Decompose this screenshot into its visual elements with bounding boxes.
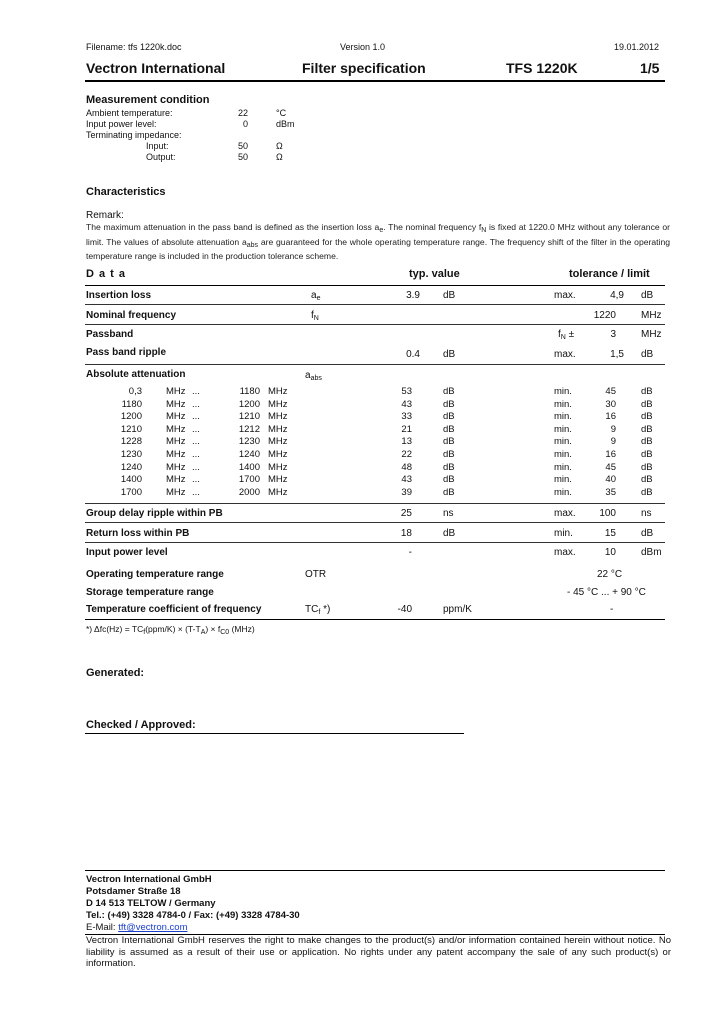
- attenuation-f1: 1700: [120, 486, 142, 498]
- attenuation-f2: 1200: [238, 398, 260, 410]
- remark-sub-n: N: [481, 227, 487, 234]
- row-divider: [85, 542, 665, 543]
- fn-b: f: [143, 629, 146, 636]
- meas-unit-input: Ω: [276, 141, 283, 151]
- checked-label: Checked / Approved:: [86, 719, 196, 731]
- attenuation-lu: dB: [641, 474, 653, 486]
- attenuation-dots: ...: [192, 386, 200, 397]
- row-divider: [85, 522, 665, 523]
- lim-passband: 3: [610, 329, 616, 340]
- attenuation-dots: ...: [192, 449, 200, 460]
- version: Version 1.0: [340, 42, 386, 52]
- attenuation-u2: MHz: [268, 386, 288, 397]
- attenuation-typ: 33: [401, 411, 412, 423]
- sym-sub-abs: abs: [310, 375, 322, 382]
- date: 19.01.2012: [614, 42, 660, 52]
- sym-sub-f: f: [318, 609, 321, 616]
- meas-label-ambient: Ambient temperature:: [86, 108, 173, 118]
- attenuation-lu: dB: [641, 461, 653, 473]
- attenuation-u1: MHz: [166, 411, 186, 423]
- attenuation-kind: min.: [554, 386, 572, 397]
- attenuation-lu: dB: [641, 423, 653, 435]
- unit-temp-coefficient: ppm/K: [443, 604, 472, 615]
- footer-city: D 14 513 TELTOW / Germany: [86, 898, 216, 909]
- col-header-data: D a t a: [86, 268, 127, 280]
- remark-text-1: The maximum attenuation in the pass band is defined as the insertion loss a: [86, 222, 380, 232]
- attenuation-u1: MHz: [166, 398, 186, 410]
- attenuation-f2: 2000: [238, 486, 260, 498]
- meas-label-output: Output:: [146, 152, 176, 162]
- table-bottom-divider: [85, 619, 665, 620]
- remark-sub-e: e: [379, 227, 384, 234]
- attenuation-lim: 16: [605, 411, 616, 423]
- sym-sub-e: e: [316, 295, 321, 302]
- attenuation-f2: 1180: [239, 386, 260, 397]
- label-storage-temp: Storage temperature range: [86, 587, 214, 598]
- limkind-return-loss: min.: [554, 528, 573, 539]
- label-input-power: Input power level: [86, 547, 168, 558]
- attenuation-unit: dB: [443, 411, 455, 423]
- attenuation-f1: 1180: [121, 398, 142, 410]
- attenuation-lim: 9: [610, 436, 616, 448]
- limunit-group-delay: ns: [641, 508, 652, 519]
- attenuation-lu: dB: [641, 398, 653, 410]
- sym-sub-n: N: [560, 334, 566, 341]
- attenuation-u1: MHz: [166, 449, 186, 460]
- typ-ripple: 0.4: [406, 349, 420, 360]
- limunit-return-loss: dB: [641, 528, 654, 539]
- attenuation-lu: dB: [641, 411, 653, 423]
- characteristics-title: Characteristics: [86, 186, 166, 198]
- limunit-insertion-loss: dB: [641, 290, 654, 301]
- attenuation-typ: 22: [401, 449, 412, 460]
- attenuation-u2: MHz: [268, 449, 288, 460]
- remark-sub-abs: abs: [246, 241, 259, 249]
- fn-c: (ppm/K) × (T-T: [145, 624, 201, 634]
- attenuation-lim: 45: [605, 461, 616, 473]
- footnote-marker: *): [323, 604, 331, 615]
- remark-text-3: is fixed at 1220.0 MHz without any tolerance or limit.: [86, 222, 670, 247]
- attenuation-unit: dB: [443, 449, 455, 460]
- attenuation-lim: 30: [605, 398, 616, 410]
- attenuation-typ: 48: [401, 461, 412, 473]
- label-passband: Passband: [86, 329, 134, 340]
- attenuation-lu: dB: [641, 486, 653, 498]
- attenuation-unit: dB: [443, 398, 455, 410]
- attenuation-f2: 1212: [238, 423, 260, 435]
- attenuation-lim: 35: [605, 486, 616, 498]
- attenuation-lim: 9: [610, 423, 616, 435]
- attenuation-f1: 1230: [120, 449, 142, 460]
- unit-return-loss: dB: [443, 528, 456, 539]
- attenuation-kind: min.: [554, 436, 572, 448]
- fn-g: (MHz): [229, 624, 255, 634]
- sym-nominal-frequency: [311, 310, 319, 322]
- sym-tc: TC: [305, 604, 319, 615]
- attenuation-typ: 39: [401, 486, 412, 498]
- typ-group-delay: 25: [400, 508, 412, 519]
- attenuation-u1: MHz: [166, 436, 186, 448]
- remark-text-2: . The nominal frequency f: [383, 222, 482, 232]
- unit-ripple: dB: [443, 349, 456, 360]
- footer-phone: Tel.: (+49) 3328 4784-0 / Fax: (+49) 3328 4784-30: [86, 910, 300, 921]
- meas-value-output: 50: [237, 152, 248, 162]
- row-divider: [85, 304, 665, 305]
- attenuation-unit: dB: [443, 423, 455, 435]
- attenuation-u2: MHz: [268, 398, 288, 410]
- attenuation-u1: MHz: [166, 386, 186, 397]
- remark-label: Remark:: [86, 210, 124, 221]
- meas-label-input: Input:: [146, 141, 169, 151]
- meas-unit-output: Ω: [276, 152, 283, 162]
- typ-input-power: -: [408, 547, 412, 558]
- label-ripple: Pass band ripple: [86, 347, 167, 358]
- footnote: [86, 624, 255, 636]
- lim-temp-coefficient: -: [610, 604, 614, 615]
- label-temp-coefficient: Temperature coefficient of frequency: [86, 604, 262, 615]
- sym-operating-temp: OTR: [305, 569, 327, 580]
- remark-text: [86, 222, 670, 262]
- attenuation-u1: MHz: [166, 423, 186, 435]
- limkind-ripple: max.: [554, 349, 576, 360]
- col-header-typ: typ. value: [409, 268, 460, 280]
- attenuation-unit: dB: [443, 461, 455, 473]
- label-group-delay: Group delay ripple within PB: [86, 508, 223, 519]
- plus-minus: ±: [568, 329, 575, 340]
- attenuation-f1: 1240: [120, 461, 142, 473]
- sym-absolute-attenuation: [305, 370, 322, 382]
- attenuation-u2: MHz: [268, 423, 288, 435]
- filename: Filename: tfs 1220k.doc: [86, 42, 182, 52]
- attenuation-f2: 1700: [238, 474, 260, 486]
- attenuation-lu: dB: [641, 386, 653, 397]
- typ-return-loss: 18: [400, 528, 412, 539]
- attenuation-kind: min.: [554, 423, 572, 435]
- attenuation-lim: 16: [605, 449, 616, 460]
- attenuation-typ: 53: [401, 386, 412, 397]
- attenuation-dots: ...: [192, 398, 200, 410]
- meas-value-ambient: 22: [237, 108, 248, 118]
- lim-return-loss: 15: [604, 528, 616, 539]
- footer-company: Vectron International GmbH: [86, 874, 212, 885]
- unit-insertion-loss: dB: [443, 290, 456, 301]
- meas-value-power: 0: [242, 119, 248, 129]
- typ-temp-coefficient: -40: [397, 604, 412, 615]
- attenuation-lu: dB: [641, 436, 653, 448]
- attenuation-lim: 45: [605, 386, 616, 397]
- lim-ripple: 1,5: [610, 349, 624, 360]
- attenuation-dots: ...: [192, 486, 200, 498]
- col-header-tolerance: tolerance / limit: [569, 268, 650, 280]
- lim-nominal-frequency: 1220: [593, 310, 616, 321]
- company-name: Vectron International: [86, 60, 226, 76]
- attenuation-unit: dB: [443, 474, 455, 486]
- attenuation-unit: dB: [443, 386, 455, 397]
- limunit-input-power: dBm: [641, 547, 662, 558]
- attenuation-dots: ...: [192, 461, 200, 473]
- row-divider: [85, 324, 665, 325]
- limkind-insertion-loss: max.: [554, 290, 576, 301]
- attenuation-dots: ...: [192, 474, 200, 486]
- meas-label-power: Input power level:: [86, 119, 157, 129]
- lim-input-power: 10: [604, 547, 616, 558]
- row-divider: [85, 503, 665, 504]
- attenuation-f1: 1400: [120, 474, 142, 486]
- remark-text-5: are guaranteed for the whole operating temperature range. The frequency shift of the filter in the operating temperature range is included in the production tolerance scheme.: [86, 236, 670, 261]
- email-label: E-Mail:: [86, 922, 119, 933]
- attenuation-kind: min.: [554, 461, 572, 473]
- label-return-loss: Return loss within PB: [86, 528, 190, 539]
- header-divider: [85, 80, 665, 82]
- attenuation-kind: min.: [554, 411, 572, 423]
- part-number: TFS 1220K: [506, 60, 578, 76]
- attenuation-u2: MHz: [268, 461, 288, 473]
- footer-email: [86, 922, 188, 933]
- measurement-title: Measurement condition: [86, 94, 210, 106]
- meas-label-impedance: Terminating impedance:: [86, 130, 182, 140]
- attenuation-dots: ...: [192, 423, 200, 435]
- generated-label: Generated:: [86, 667, 145, 679]
- attenuation-dots: ...: [192, 436, 200, 448]
- footer-disclaimer: Vectron International GmbH reserves the right to make changes to the product(s) and/or information contained herein without notice. No liability is assumed as a result of their use or application. No rights under any patent accompany the sale of any such product(s) or information.: [86, 935, 671, 969]
- attenuation-u1: MHz: [166, 461, 186, 473]
- row-divider: [85, 364, 665, 365]
- limunit-ripple: dB: [641, 349, 654, 360]
- attenuation-u1: MHz: [166, 486, 186, 498]
- attenuation-f1: 1200: [120, 411, 142, 423]
- lim-group-delay: 100: [599, 508, 616, 519]
- attenuation-u2: MHz: [268, 436, 288, 448]
- attenuation-kind: min.: [554, 398, 572, 410]
- attenuation-kind: min.: [554, 486, 572, 498]
- attenuation-unit: dB: [443, 486, 455, 498]
- email-link[interactable]: tft@vectron.com: [118, 922, 188, 933]
- sym-passband: [558, 329, 574, 341]
- fn-f: C0: [220, 629, 230, 636]
- sym-a: a: [305, 370, 311, 381]
- attenuation-u2: MHz: [268, 411, 288, 423]
- lim-insertion-loss: 4,9: [610, 290, 624, 301]
- attenuation-lu: dB: [641, 449, 653, 460]
- typ-insertion-loss: 3.9: [406, 290, 420, 301]
- attenuation-typ: 43: [401, 398, 412, 410]
- attenuation-u2: MHz: [268, 486, 288, 498]
- sym-f: f: [558, 329, 561, 340]
- signature-line: [85, 733, 464, 734]
- attenuation-f1: 1228: [120, 436, 142, 448]
- table-header-divider: [85, 285, 665, 286]
- sym-insertion-loss: [311, 290, 320, 302]
- label-insertion-loss: Insertion loss: [86, 290, 152, 301]
- attenuation-u1: MHz: [166, 474, 186, 486]
- footer-divider: [85, 870, 665, 871]
- page-number: 1/5: [640, 60, 660, 76]
- meas-unit-power: dBm: [276, 119, 295, 129]
- attenuation-f2: 1240: [238, 449, 260, 460]
- limunit-passband: MHz: [641, 329, 662, 340]
- sym-a: a: [311, 290, 317, 301]
- attenuation-u2: MHz: [268, 474, 288, 486]
- attenuation-lim: 40: [605, 474, 616, 486]
- attenuation-kind: min.: [554, 449, 572, 460]
- remark-text-4: The values of absolute attenuation a: [106, 236, 247, 247]
- sym-f: f: [311, 310, 314, 321]
- attenuation-f2: 1230: [238, 436, 260, 448]
- attenuation-f2: 1400: [238, 461, 260, 473]
- meas-unit-ambient: °C: [276, 108, 287, 118]
- fn-d: A: [200, 629, 206, 636]
- label-operating-temp: Operating temperature range: [86, 569, 224, 580]
- sym-sub-n: N: [313, 315, 319, 322]
- footer-street: Potsdamer Straße 18: [86, 886, 181, 897]
- attenuation-typ: 21: [401, 423, 412, 435]
- limunit-nominal-frequency: MHz: [641, 310, 662, 321]
- document-title: Filter specification: [302, 60, 426, 76]
- attenuation-typ: 13: [401, 436, 412, 448]
- lim-operating-temp: 22 °C: [597, 569, 623, 580]
- sym-temp-coefficient: [305, 604, 330, 616]
- attenuation-f1: 1210: [120, 423, 142, 435]
- attenuation-f1: 0,3: [128, 386, 142, 397]
- attenuation-unit: dB: [443, 436, 455, 448]
- unit-group-delay: ns: [443, 508, 454, 519]
- meas-value-input: 50: [237, 141, 248, 151]
- attenuation-typ: 43: [401, 474, 412, 486]
- attenuation-f2: 1210: [238, 411, 260, 423]
- attenuation-kind: min.: [554, 474, 572, 486]
- attenuation-dots: ...: [192, 411, 200, 423]
- fn-e: ) × f: [205, 624, 221, 634]
- limkind-input-power: max.: [554, 547, 576, 558]
- label-absolute-attenuation: Absolute attenuation: [86, 369, 186, 380]
- fn-a: *) Δfc(Hz) = TC: [86, 624, 144, 634]
- limkind-group-delay: max.: [554, 508, 576, 519]
- label-nominal-frequency: Nominal frequency: [86, 310, 177, 321]
- lim-storage-temp: - 45 °C ... + 90 °C: [567, 587, 646, 598]
